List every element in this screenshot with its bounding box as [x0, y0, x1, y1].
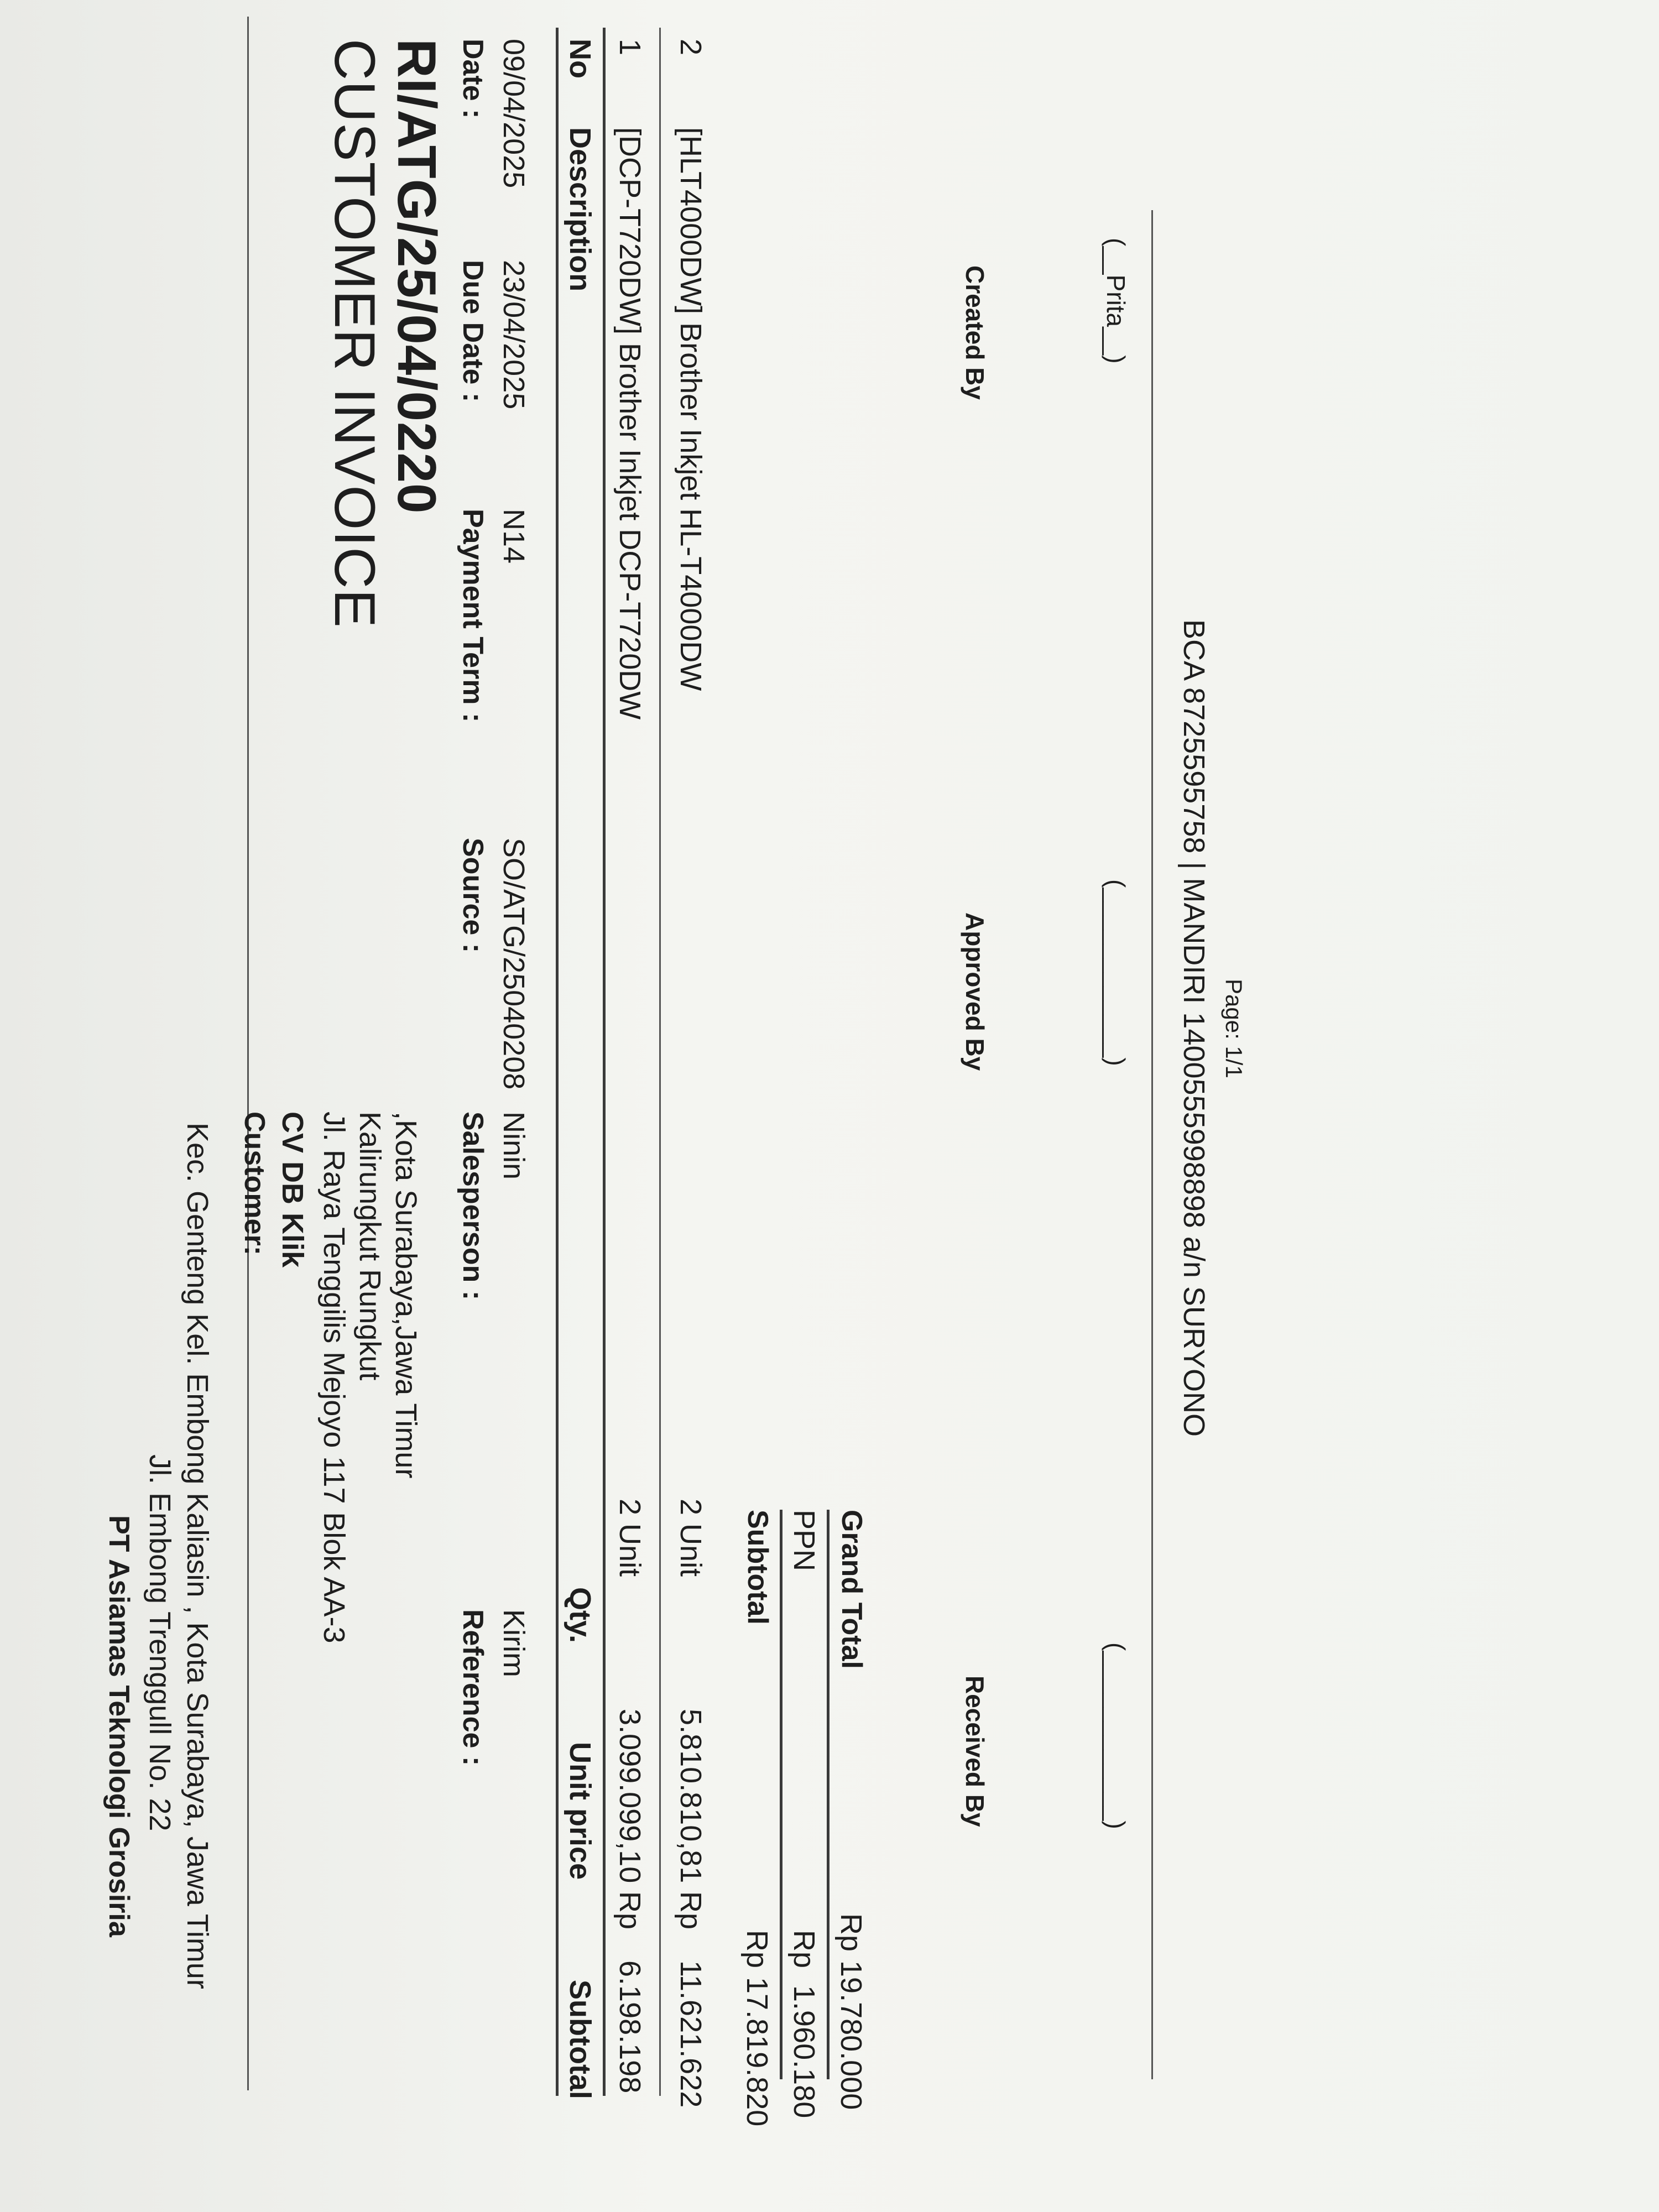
row2-qty: 2 Unit	[674, 1499, 707, 1577]
company-address-line2: Kec. Genteng Kel. Embong Kaliasin , Kota Surabaya, Jawa Timur	[181, 1123, 214, 1989]
row2-subtotal: 11.621.622	[674, 1960, 707, 2108]
bank-info: BCA 8725595758 | MANDIRI 1400555998898 a/n SURYONO	[1177, 619, 1211, 1437]
th-description: Description	[564, 127, 597, 292]
payment-term-label: Payment Term :	[457, 509, 489, 723]
customer-address-line1: Jl. Raya Tenggilis Mejoyo 117 Blok AA-3	[317, 1112, 351, 1644]
row1-rule	[659, 28, 661, 2096]
payment-term-value: N14	[497, 509, 530, 564]
approved-by-name: (____________)	[1102, 879, 1130, 1066]
subtotal-currency: Rp	[740, 1930, 774, 1969]
date-value: 09/04/2025	[497, 39, 530, 189]
subtotal-value: 17.819.820	[740, 1977, 774, 2127]
row1-currency: Rp	[613, 1891, 646, 1930]
received-by-name: (____________)	[1102, 1642, 1130, 1829]
row1-unit-price: 3.099.099,10	[613, 1709, 646, 1884]
row2-currency: Rp	[674, 1891, 707, 1930]
date-label: Date :	[457, 39, 489, 119]
row1-qty: 2 Unit	[613, 1499, 646, 1577]
grand-total-value: 19.780.000	[834, 1960, 868, 2110]
row2-description: [HLT4000DW] Brother Inkjet HL-T4000DW	[674, 127, 707, 691]
ppn-value: 1.960.180	[787, 1985, 821, 2119]
subtotal-rule	[780, 1510, 782, 2079]
table-top-rule	[556, 28, 559, 2096]
company-address-line1: Jl. Embong Trenggull No. 22	[143, 1454, 176, 1832]
created-by-name: (__Prita__)	[1102, 238, 1130, 364]
signature-rule	[1151, 210, 1153, 2079]
customer-address-line2: Kalirungkut Rungkut	[353, 1112, 387, 1381]
reference-label: Reference :	[457, 1609, 489, 1766]
ppn-label: PPN	[787, 1510, 821, 1572]
row2-no: 2	[674, 39, 707, 56]
row1-subtotal: 6.198.198	[613, 1960, 646, 2094]
row1-no: 1	[613, 39, 646, 56]
grand-total-currency: Rp	[834, 1913, 868, 1952]
table-header-rule	[603, 28, 606, 2096]
invoice-title: CUSTOMER INVOICE	[322, 39, 387, 628]
th-subtotal: Subtotal	[564, 1980, 597, 2099]
th-qty: Qty.	[564, 1587, 597, 1644]
salesperson-label: Salesperson :	[457, 1112, 489, 1301]
row2-unit-price: 5.810.810,81	[674, 1709, 707, 1884]
created-by-label: Created By	[961, 265, 989, 400]
approved-by-label: Approved By	[961, 912, 989, 1071]
subtotal-label: Subtotal	[742, 1510, 774, 1625]
customer-address-line3: ,Kota Surabaya,Jawa Timur	[389, 1112, 422, 1479]
row1-description: [DCP-T720DW] Brother Inkjet DCP-T720DW	[613, 127, 646, 720]
due-date-label: Due Date :	[457, 260, 489, 403]
th-no: No	[564, 39, 597, 79]
customer-name: CV DB Klik	[276, 1112, 309, 1268]
ppn-rule	[827, 1510, 830, 2079]
ppn-currency: Rp	[787, 1930, 821, 1969]
source-label: Source :	[457, 838, 489, 953]
source-value: SO/ATG/25040208	[497, 838, 530, 1090]
salesperson-value: Ninin	[497, 1112, 530, 1180]
received-by-label: Received By	[961, 1676, 989, 1827]
customer-label: Customer:	[238, 1112, 270, 1256]
company-name: PT Asiamas Teknologi Grosiria	[103, 1515, 135, 1937]
invoice-number: RI/ATG/25/04/0220	[387, 39, 447, 514]
due-date-value: 23/04/2025	[497, 260, 530, 410]
th-unit-price: Unit price	[564, 1742, 597, 1880]
grand-total-label: Grand Total	[836, 1510, 868, 1669]
page-number: Page: 1/1	[1221, 979, 1247, 1078]
header-divider	[247, 17, 249, 2090]
reference-value: Kirim	[497, 1609, 530, 1677]
